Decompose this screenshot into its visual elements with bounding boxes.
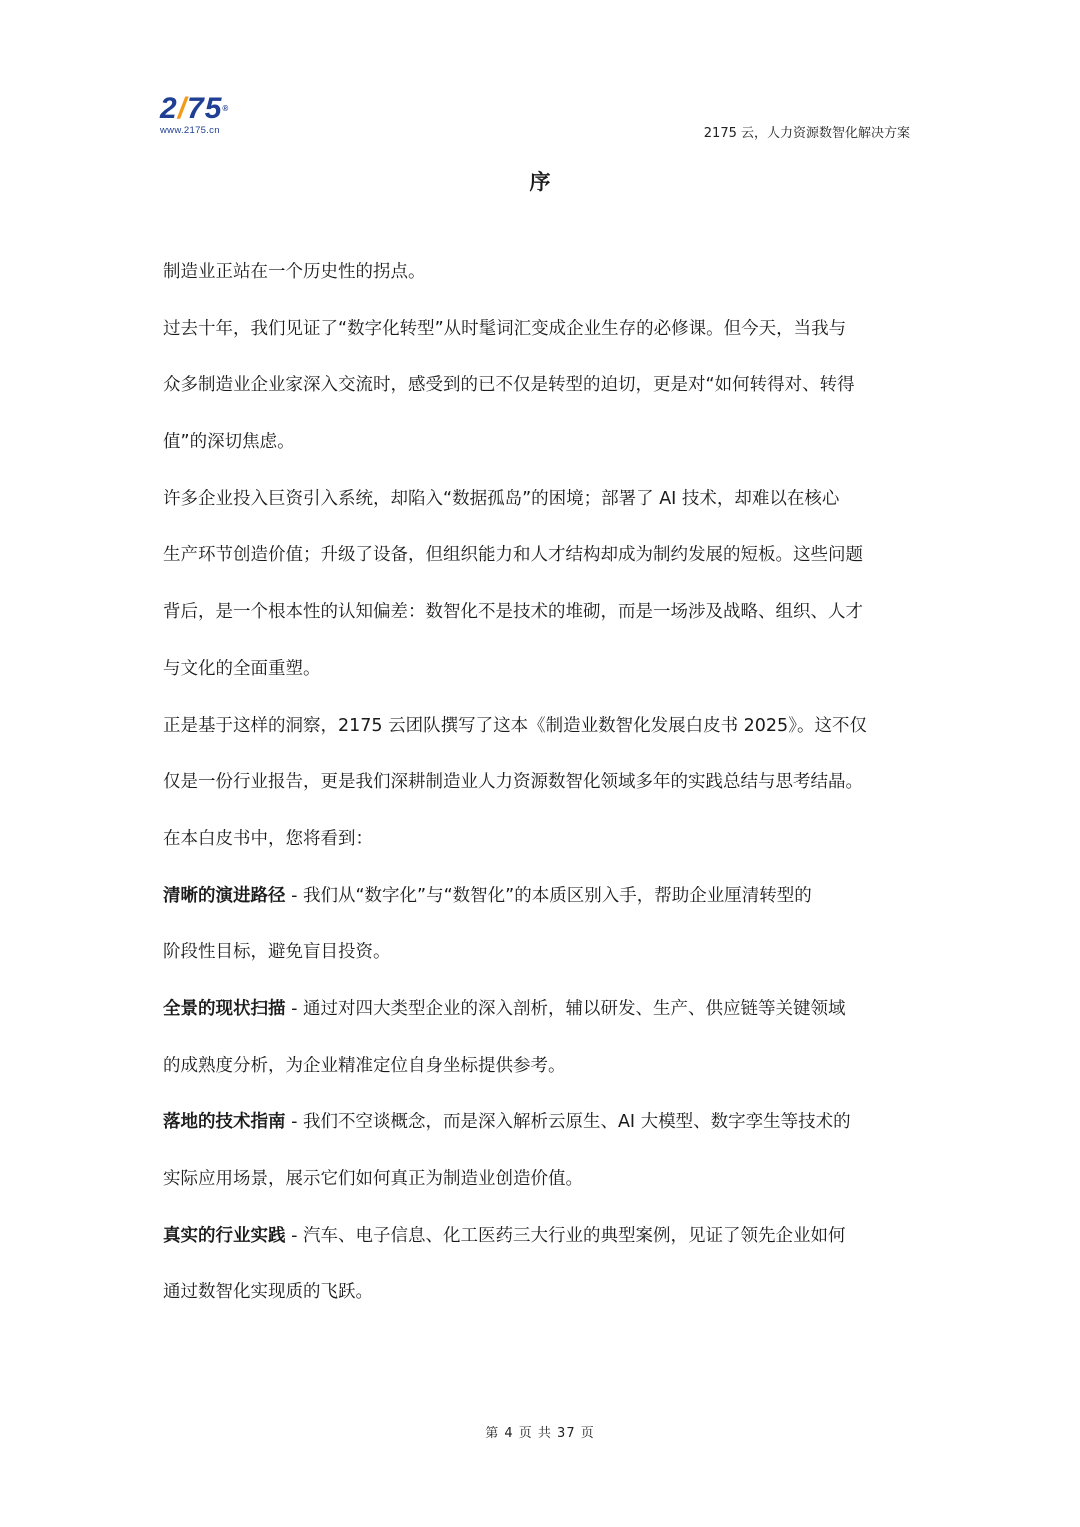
bold-heading: 清晰的演进路径 xyxy=(163,885,286,906)
page-title: 序 xyxy=(529,170,551,194)
company-logo xyxy=(160,94,250,136)
text-line xyxy=(163,307,919,364)
text-line xyxy=(163,1100,919,1157)
text-line xyxy=(163,363,919,420)
text-line xyxy=(163,590,919,647)
text-line xyxy=(163,1270,919,1327)
text-line xyxy=(163,1044,919,1101)
line-text: - 我们从“数字化”与“数智化”的本质区别入手，帮助企业厘清转型的 xyxy=(285,885,812,906)
text-line xyxy=(163,817,919,874)
line-text: - 我们不空谈概念，而是深入解析云原生、AI 大模型、数字孪生等技术的 xyxy=(285,1112,851,1133)
line-text: 与文化的全面重塑。 xyxy=(163,658,321,679)
line-text: - 通过对四大类型企业的深入剖析，辅以研发、生产、供应链等关键领域 xyxy=(285,998,846,1019)
text-line xyxy=(163,704,919,761)
line-text: 许多企业投入巨资引入系统，却陷入“数据孤岛”的困境；部署了 AI 技术，却难以在核心 xyxy=(163,488,840,509)
line-text: 众多制造业企业家深入交流时，感受到的已不仅是转型的迫切，更是对“如何转得对、转得 xyxy=(163,375,855,396)
logo-mark: 2/75® xyxy=(160,92,230,125)
text-line xyxy=(163,874,919,931)
bold-heading: 全景的现状扫描 xyxy=(163,998,286,1019)
line-text: 背后，是一个根本性的认知偏差：数智化不是技术的堆砌，而是一场涉及战略、组织、人才 xyxy=(163,602,863,623)
text-line xyxy=(163,533,919,590)
line-text: 阶段性目标，避免盲目投资。 xyxy=(163,942,391,963)
line-text: 实际应用场景，展示它们如何真正为制造业创造价值。 xyxy=(163,1169,583,1189)
logo-url: www.2175.cn xyxy=(160,125,220,136)
line-text: 过去十年，我们见证了“数字化转型”从时髦词汇变成企业生存的必修课。但今天，当我与 xyxy=(163,318,847,339)
line-text: 正是基于这样的洞察，2175 云团队撰写了这本《制造业数智化发展白皮书 2025》。这不仅 xyxy=(163,715,867,736)
line-text: 的成熟度分析，为企业精准定位自身坐标提供参考。 xyxy=(163,1055,566,1076)
text-line xyxy=(163,250,919,307)
body-text xyxy=(163,250,919,1327)
text-line xyxy=(163,647,919,704)
page-number: 第 4 页 共 37 页 xyxy=(485,1426,595,1441)
text-line xyxy=(163,930,919,987)
text-line xyxy=(163,760,919,817)
text-line xyxy=(163,1157,919,1214)
line-text: - 汽车、电子信息、化工医药三大行业的典型案例，见证了领先企业如何 xyxy=(285,1225,846,1246)
line-text: 制造业正站在一个历史性的拐点。 xyxy=(163,262,426,282)
text-line xyxy=(163,987,919,1044)
line-text: 仅是一份行业报告，更是我们深耕制造业人力资源数智化领域多年的实践总结与思考结晶。 xyxy=(163,772,863,793)
text-line xyxy=(163,477,919,534)
line-text: 值”的深切焦虑。 xyxy=(163,432,295,453)
line-text: 在本白皮书中，您将看到： xyxy=(163,828,373,849)
text-line xyxy=(163,1214,919,1271)
header-slogan: 2175 云，人力资源数智化解决方案 xyxy=(703,126,910,141)
bold-heading: 落地的技术指南 xyxy=(163,1112,286,1133)
bold-heading: 真实的行业实践 xyxy=(163,1225,286,1246)
line-text: 通过数智化实现质的飞跃。 xyxy=(163,1282,373,1303)
line-text: 生产环节创造价值；升级了设备，但组织能力和人才结构却成为制约发展的短板。这些问题 xyxy=(163,545,863,566)
text-line xyxy=(163,420,919,477)
